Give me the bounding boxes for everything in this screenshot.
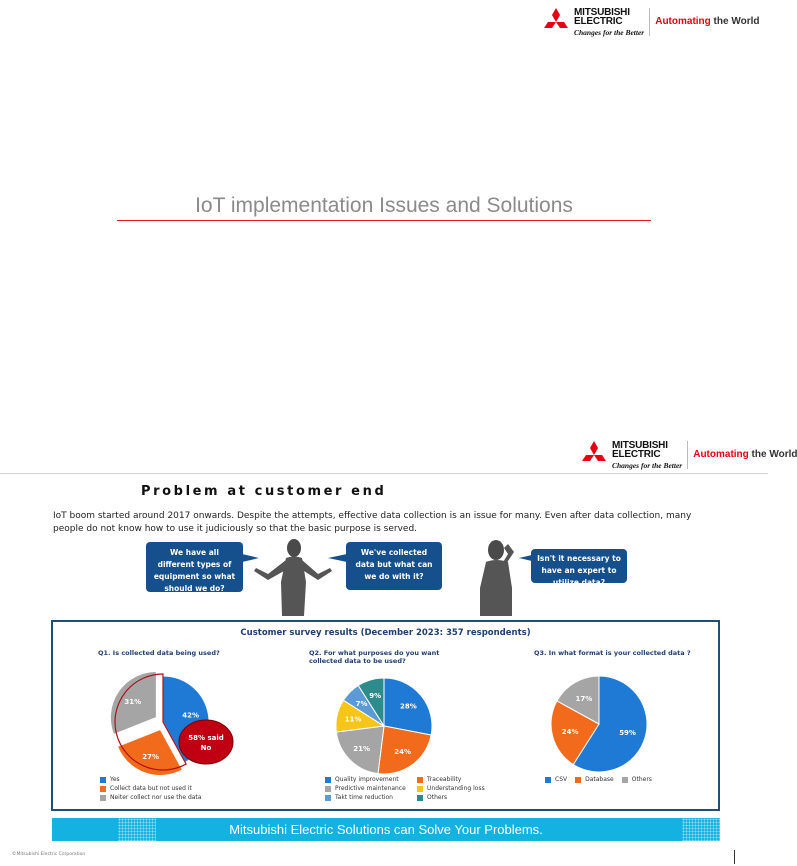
legend-label: CSV xyxy=(555,776,568,783)
pie-label-6: 9% xyxy=(369,692,382,701)
legend-item xyxy=(325,784,417,793)
q1-title: Q1. Is collected data being used? xyxy=(98,649,220,657)
brand-tagline: Changes for the Better xyxy=(612,461,683,470)
brand-line2: ELECTRIC xyxy=(574,16,623,27)
q2-legend xyxy=(325,775,497,802)
legend-item xyxy=(100,784,201,793)
pie-label-2: 24% xyxy=(561,727,579,736)
q3-pie-chart xyxy=(549,674,649,774)
pie-label-2: 27% xyxy=(142,752,160,761)
legend-label: Neiter collect nor use the data xyxy=(110,794,202,801)
slogan-accent: Automating xyxy=(693,449,749,460)
legend-swatch xyxy=(325,795,331,801)
slide-heading: Problem at customer end xyxy=(141,484,387,499)
page-marker xyxy=(734,850,735,864)
q3-legend xyxy=(545,775,652,784)
q3-title: Q3. In what format is your collected data ? xyxy=(534,649,691,657)
legend-swatch xyxy=(545,777,551,783)
survey-title: Customer survey results (December 2023: 357 respondents) xyxy=(240,628,531,638)
legend-item xyxy=(417,784,497,793)
pie-label-1: 28% xyxy=(400,702,417,711)
q2-title: Q2. For what purposes do you want collected data to be used? xyxy=(309,649,440,665)
slogan xyxy=(655,16,759,27)
solutions-banner xyxy=(52,818,720,841)
legend-swatch xyxy=(100,786,106,792)
legend-label: Yes xyxy=(110,776,120,783)
thinking-person-icon xyxy=(472,538,524,616)
title-underline xyxy=(117,220,651,221)
legend-label: Database xyxy=(585,776,614,783)
slogan-accent: Automating xyxy=(655,16,711,27)
brand-line1: MITSUBISHI xyxy=(612,440,668,451)
pie-label-3: 17% xyxy=(575,694,593,703)
survey-panel xyxy=(51,620,720,811)
logo-separator xyxy=(649,8,650,36)
callout-text-line2: No xyxy=(200,744,212,752)
slide-problem xyxy=(0,474,768,866)
brand-tagline: Changes for the Better xyxy=(574,28,645,37)
mitsubishi-logo-footer xyxy=(579,441,797,470)
legend-swatch xyxy=(417,795,423,801)
speech-bubble-3 xyxy=(531,549,627,587)
legend-label: Others xyxy=(631,776,652,783)
bubble-text-2: We've collected data but what can we do with it? xyxy=(355,548,433,581)
banner-text: Mitsubishi Electric Solutions can Solve Your Problems. xyxy=(229,822,543,837)
q2-pie-chart xyxy=(331,674,437,778)
logo-separator xyxy=(687,441,688,469)
pie-label-2: 24% xyxy=(394,748,412,757)
callout-text-line1: 58% said xyxy=(188,734,224,742)
bubble-tail xyxy=(519,555,532,561)
legend-item xyxy=(622,775,652,784)
pie-label-5: 7% xyxy=(355,700,368,709)
three-diamonds-icon xyxy=(579,441,609,467)
legend-swatch xyxy=(325,786,331,792)
brand-line1: MITSUBISHI xyxy=(574,7,630,18)
legend-item xyxy=(417,775,497,784)
dot-pattern xyxy=(682,818,720,841)
q1-pie-chart xyxy=(111,670,241,780)
legend-label: Others xyxy=(427,794,448,801)
speech-bubble-2 xyxy=(346,542,442,590)
pie-label-1: 42% xyxy=(182,711,200,720)
legend-item xyxy=(100,793,201,802)
legend-label: Predictive maintenance xyxy=(335,785,406,792)
three-diamonds-icon xyxy=(541,8,571,34)
legend-swatch xyxy=(622,777,628,783)
q1-legend xyxy=(100,775,201,802)
pie-label-4: 11% xyxy=(344,715,362,724)
legend-item xyxy=(100,775,201,784)
legend-item xyxy=(545,775,567,784)
pie-label-3: 31% xyxy=(124,697,142,706)
shrugging-person-icon xyxy=(246,538,338,616)
legend-swatch xyxy=(100,795,106,801)
bubble-tail xyxy=(328,554,347,562)
dot-pattern xyxy=(118,818,156,841)
slogan xyxy=(693,449,797,460)
legend-item xyxy=(325,775,417,784)
pie-label-1: 59% xyxy=(619,728,636,737)
legend-label: Collect data but not used it xyxy=(110,785,192,792)
legend-label: Takt time reduction xyxy=(335,794,393,801)
brand-line2: ELECTRIC xyxy=(612,449,661,460)
legend-swatch xyxy=(417,777,423,783)
no-callout xyxy=(179,720,233,764)
slide-title-text: IoT implementation Issues and Solutions xyxy=(195,194,573,217)
legend-item xyxy=(325,793,417,802)
mitsubishi-logo xyxy=(541,8,759,37)
legend-label: Traceability xyxy=(427,776,462,783)
legend-swatch xyxy=(575,777,581,783)
bubble-text-1: We have all different types of equipment so what should we do? xyxy=(153,548,236,593)
legend-label: Quality improvement xyxy=(335,776,399,783)
slogan-rest: the World xyxy=(748,449,797,460)
legend-swatch xyxy=(417,786,423,792)
bubble-text-3: Isn't it necessary to have an expert to utilize data? xyxy=(537,554,621,587)
slogan-rest: the World xyxy=(710,16,760,27)
intro-paragraph: IoT boom started around 2017 onwards. Despite the attempts, effective data collection is an issue for many. Even after data collection, many people do not know how to use it judiciously so that the basic purpose is served. xyxy=(53,511,692,534)
legend-swatch xyxy=(325,777,331,783)
legend-label: Understanding loss xyxy=(427,785,485,792)
speech-bubble-1 xyxy=(146,542,243,592)
pie-label-3: 21% xyxy=(353,744,370,753)
legend-item xyxy=(417,793,497,802)
legend-swatch xyxy=(100,777,106,783)
copyright: ©Mitsubishi Electric Corporation xyxy=(12,852,86,857)
legend-item xyxy=(575,775,614,784)
